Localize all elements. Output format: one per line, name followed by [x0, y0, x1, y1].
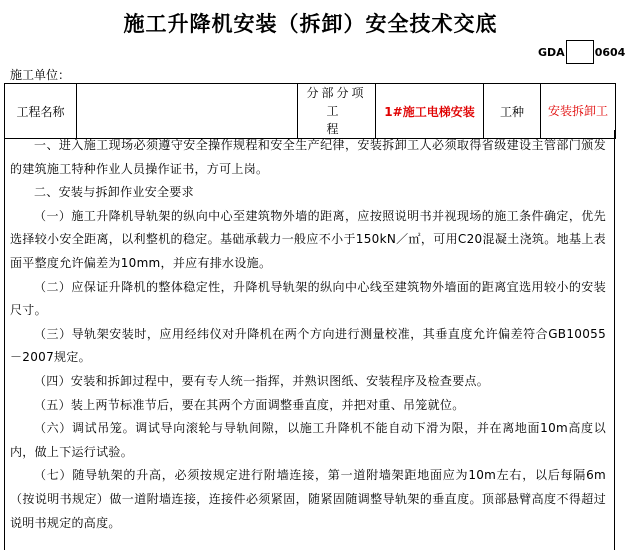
paragraph-1: 一、进入施工现场必须遵守安全操作规程和安全生产纪律，安装拆卸工人必须取得省级建设主管部门颁发的建筑施工特种作业人员操作证书，方可上岗。 [10, 138, 606, 176]
paragraph-2: 二、安装与拆卸作业安全要求 [34, 185, 194, 200]
document-code [538, 40, 625, 64]
document-title: 施工升降机安装（拆卸）安全技术交底 [123, 12, 498, 36]
work-type-label: 工种 [484, 84, 541, 139]
code-prefix: GDA [538, 45, 565, 59]
project-name-label: 工程名称 [5, 84, 77, 139]
construction-unit-label: 施工单位： [10, 68, 71, 82]
paragraph-9: （七）随导轨架的升高，必须按规定进行附墙连接，第一道附墙架距地面应为10m左右，以后每隔6m（按说明书规定）做一道附墙连接，连接件必须紧固，随紧固随调整导轨架的垂直度。顶部悬臂高度不得超过说明书规定的高度。 [10, 468, 606, 530]
paragraph-7: （五）装上两节标准节后，要在其两个方面调整垂直度，并把对重、吊笼就位。 [34, 397, 465, 412]
sub-project-value[interactable]: 1#施工电梯安装 [376, 84, 484, 139]
briefing-content [10, 134, 606, 535]
code-suffix: 0604 [594, 45, 625, 59]
paragraph-4: （二）应保证升降机的整体稳定性，升降机导轨架的纵向中心线至建筑物外墙面的距离宜选用较小的安装尺寸。 [10, 279, 606, 318]
code-number-box[interactable] [566, 40, 594, 64]
paragraph-6: （四）安装和拆卸过程中，要有专人统一指挥，并熟识图纸、安装程序及检查要点。 [34, 373, 490, 388]
paragraph-3: （一）施工升降机导轨架的纵向中心至建筑物外墙的距离，应按照说明书并视现场的施工条件确定，优先选择较小安全距离，以利整机的稳定。基础承载力一般应不小于150kN／㎡，可用C20混凝土浇筑。地基上表面平整度允许偏差为10mm，并应有排水设施。 [10, 208, 606, 270]
sub-project-label-line1: 分部分项 [306, 86, 367, 100]
paragraph-5: （三）导轨架安装时，应用经纬仪对升降机在两个方向进行测量校准，其垂直度允许偏差符合GB10055－2007规定。 [10, 326, 606, 365]
paragraph-8: （六）调试吊笼。调试导向滚轮与导轨间隙，以施工升降机不能自动下滑为限，并在离地面10m高度以内，做上下运行试验。 [10, 421, 606, 459]
sub-project-label-line2: 工程 [326, 104, 361, 136]
work-type-text: 安装拆卸工 [548, 104, 609, 118]
